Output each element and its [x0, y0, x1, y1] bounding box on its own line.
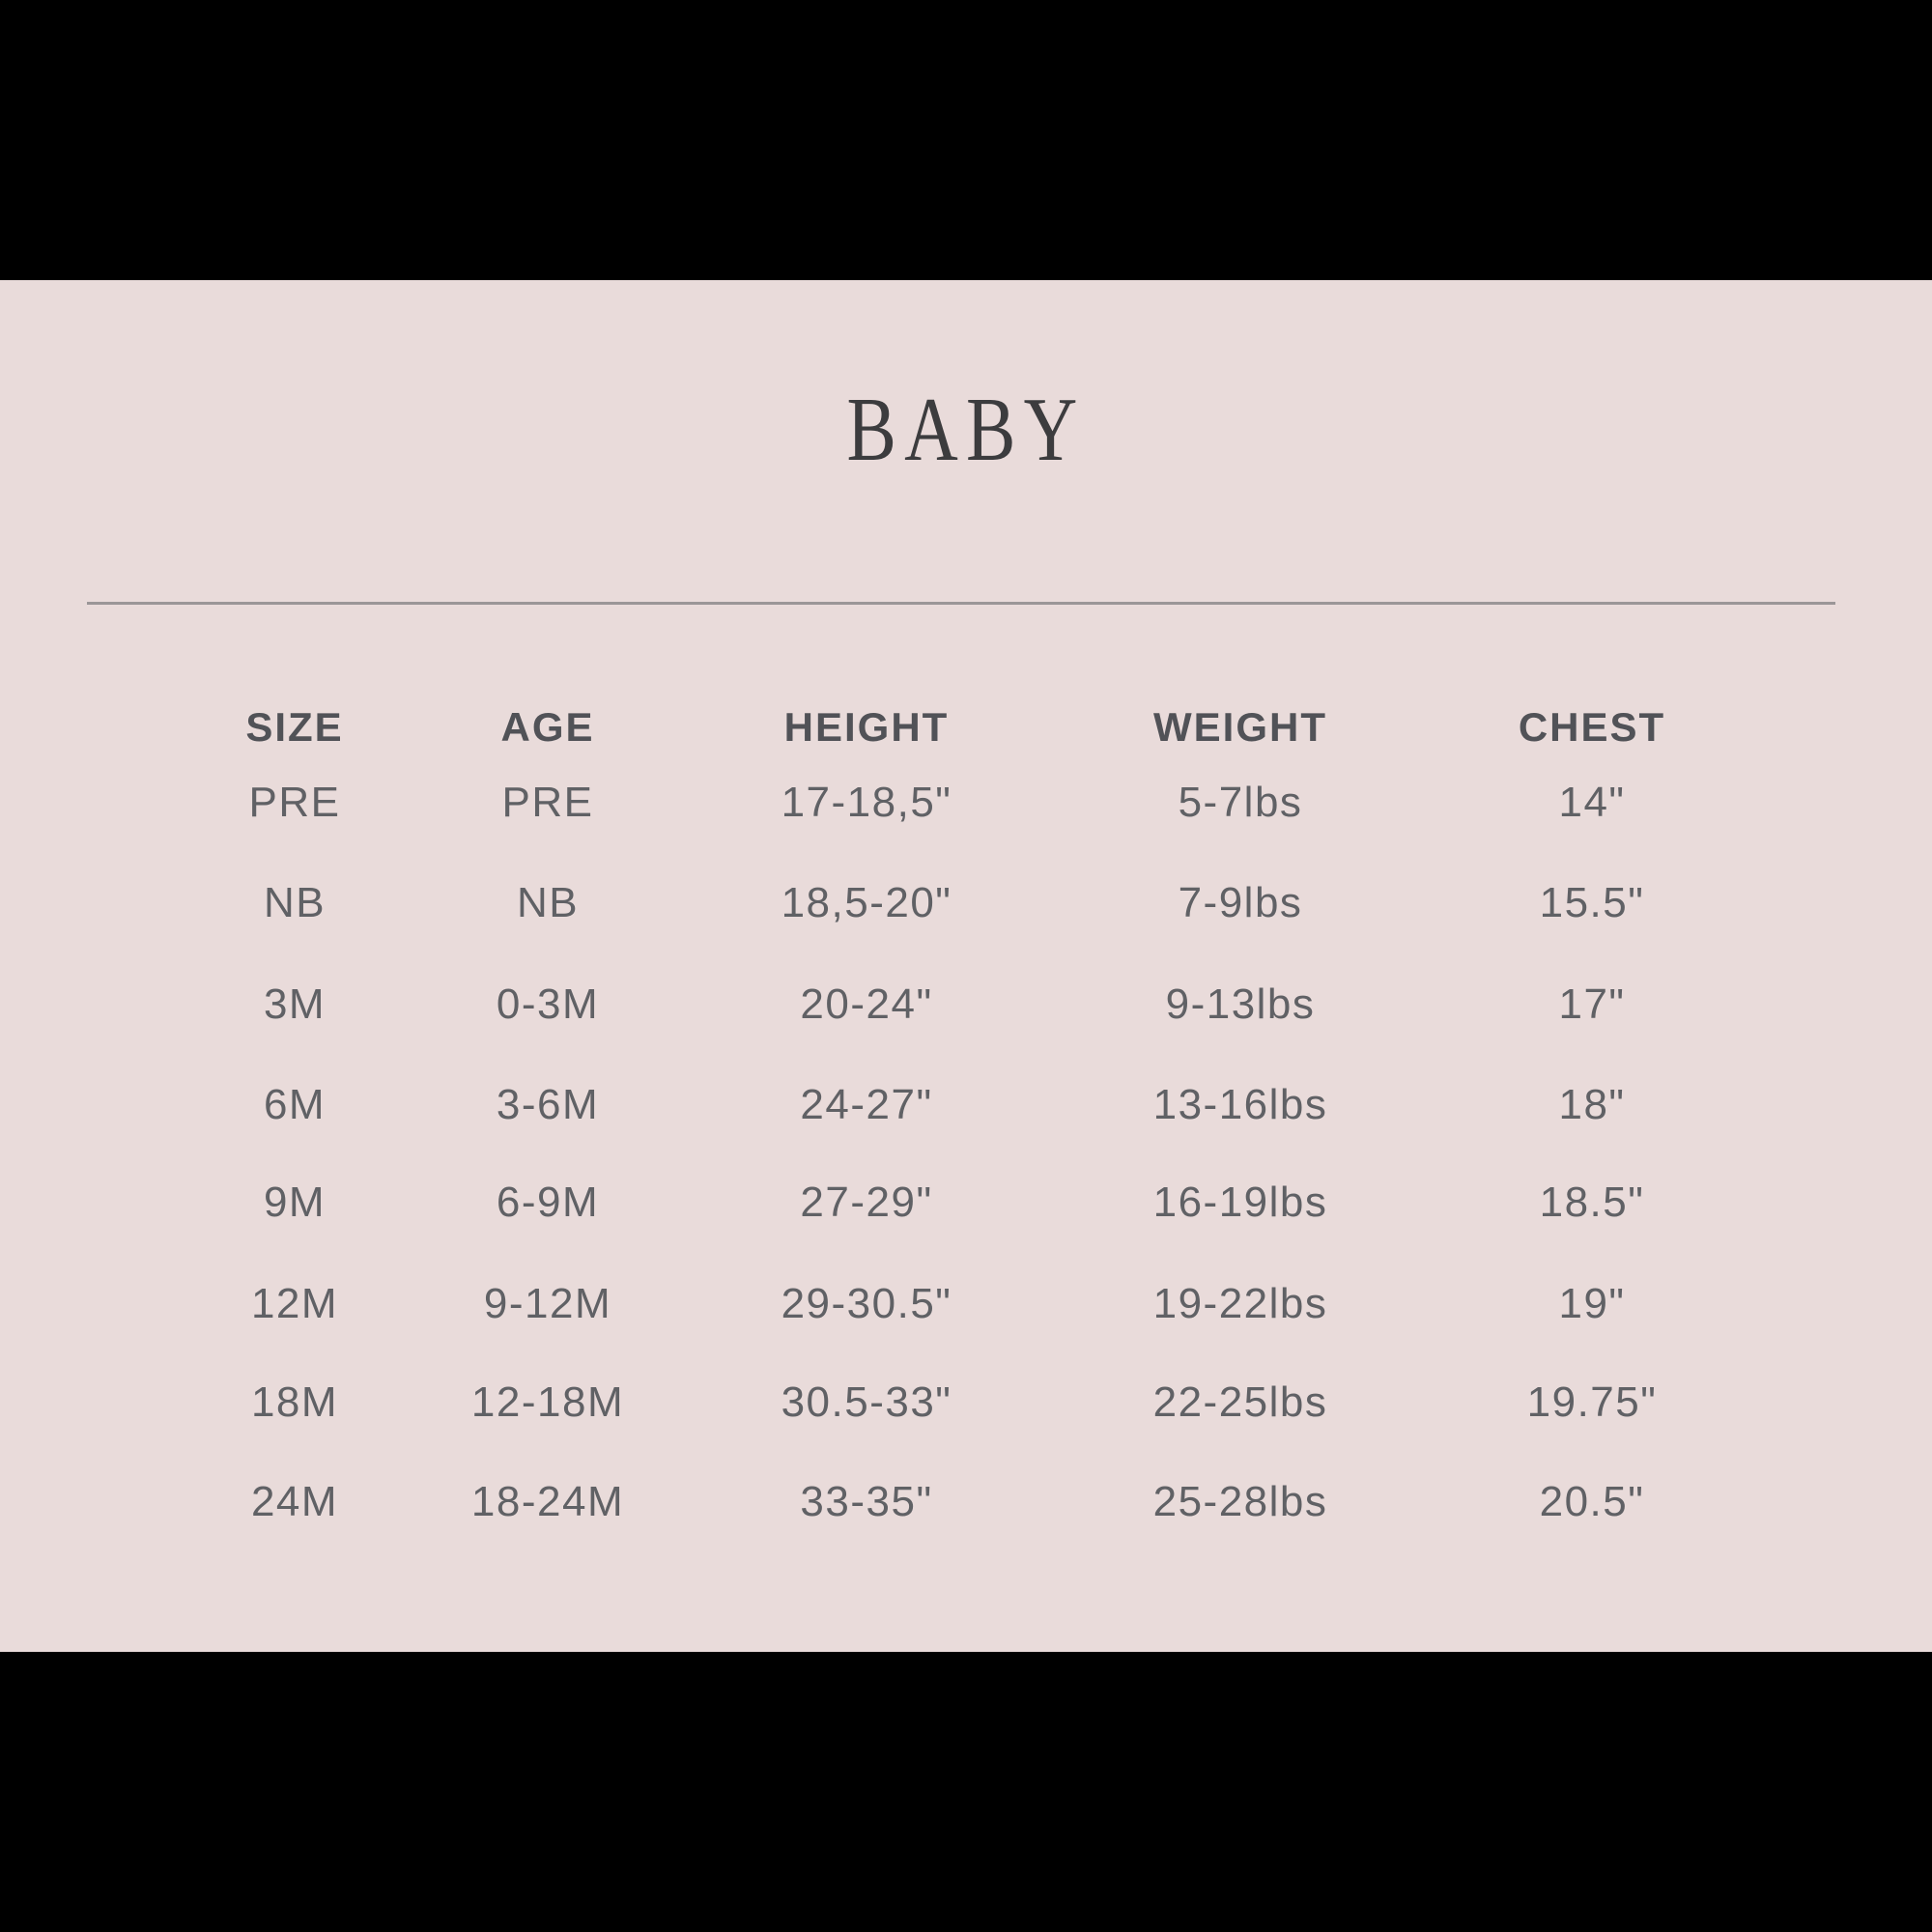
table-cell-weight: 7-9lbs — [1178, 879, 1303, 926]
table-cell-size: NB — [263, 879, 327, 926]
table-cell-height: 20-24" — [800, 980, 933, 1028]
table-cell-height: 17-18,5" — [781, 779, 952, 826]
column-header-height: HEIGHT — [783, 704, 950, 750]
table-cell-weight: 25-28lbs — [1152, 1478, 1328, 1525]
table-cell-size: 6M — [263, 1081, 327, 1128]
table-cell-age: 18-24M — [470, 1478, 625, 1525]
table-cell-size: PRE — [248, 779, 341, 826]
divider-line — [87, 602, 1835, 605]
table-cell-weight: 19-22lbs — [1152, 1280, 1328, 1327]
table-row — [0, 971, 1932, 1038]
table-row — [0, 1468, 1932, 1536]
table-row — [0, 1369, 1932, 1436]
column-header-age: AGE — [500, 704, 595, 750]
table-cell-height: 27-29" — [800, 1179, 933, 1226]
table-cell-height: 18,5-20" — [781, 879, 952, 926]
table-cell-height: 30.5-33" — [781, 1378, 952, 1426]
table-cell-chest: 17" — [1558, 980, 1626, 1028]
table-cell-chest: 14" — [1558, 779, 1626, 826]
column-header-chest: CHEST — [1518, 704, 1666, 750]
table-cell-weight: 5-7lbs — [1178, 779, 1303, 826]
table-row — [0, 869, 1932, 937]
table-cell-age: 6-9M — [496, 1179, 600, 1226]
table-cell-chest: 15.5" — [1539, 879, 1645, 926]
table-cell-height: 29-30.5" — [781, 1280, 952, 1327]
table-cell-chest: 19.75" — [1526, 1378, 1658, 1426]
page-title: BABY — [846, 380, 1086, 480]
table-cell-size: 12M — [250, 1280, 339, 1327]
table-cell-weight: 22-25lbs — [1152, 1378, 1328, 1426]
table-row — [0, 769, 1932, 837]
table-cell-weight: 16-19lbs — [1152, 1179, 1328, 1226]
table-cell-size: 24M — [250, 1478, 339, 1525]
table-cell-size: 3M — [263, 980, 327, 1028]
table-cell-height: 33-35" — [800, 1478, 933, 1525]
table-cell-age: 9-12M — [483, 1280, 612, 1327]
table-cell-age: 0-3M — [496, 980, 600, 1028]
table-cell-age: 3-6M — [496, 1081, 600, 1128]
table-cell-chest: 20.5" — [1539, 1478, 1645, 1525]
table-cell-size: 18M — [250, 1378, 339, 1426]
table-cell-age: PRE — [501, 779, 594, 826]
table-cell-height: 24-27" — [800, 1081, 933, 1128]
table-row — [0, 1071, 1932, 1139]
table-cell-weight: 13-16lbs — [1152, 1081, 1328, 1128]
letterbox-top — [0, 0, 1932, 280]
table-cell-chest: 18" — [1558, 1081, 1626, 1128]
table-cell-age: NB — [516, 879, 580, 926]
table-row — [0, 1270, 1932, 1338]
column-header-size: SIZE — [245, 704, 344, 750]
column-header-weight: WEIGHT — [1153, 704, 1327, 750]
table-cell-size: 9M — [263, 1179, 327, 1226]
table-cell-chest: 18.5" — [1539, 1179, 1645, 1226]
table-cell-chest: 19" — [1558, 1280, 1626, 1327]
letterbox-bottom — [0, 1652, 1932, 1932]
size-chart-panel — [0, 280, 1932, 1652]
table-row — [0, 1169, 1932, 1236]
table-cell-age: 12-18M — [470, 1378, 625, 1426]
table-header-row — [0, 694, 1932, 761]
table-cell-weight: 9-13lbs — [1165, 980, 1316, 1028]
